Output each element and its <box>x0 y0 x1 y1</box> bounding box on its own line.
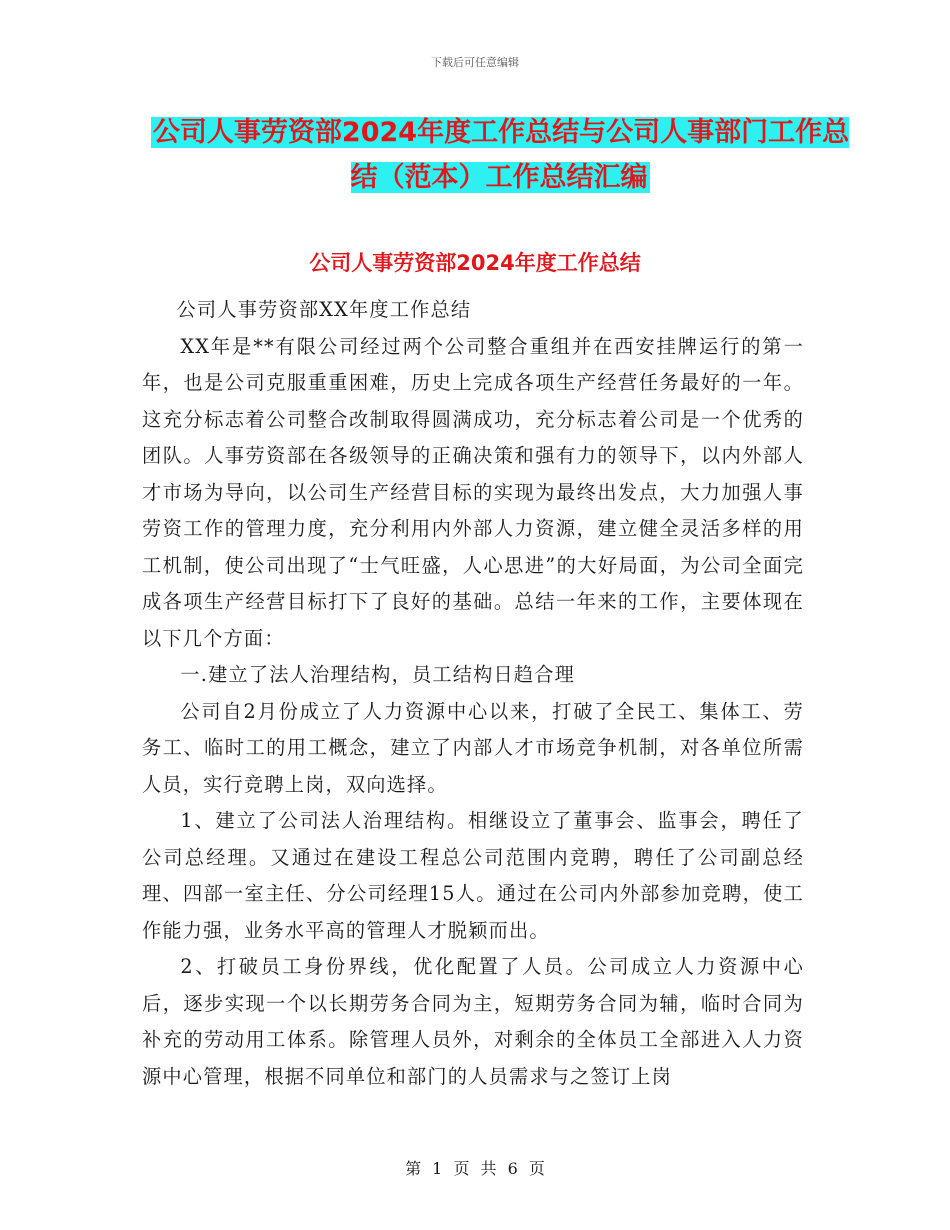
document-title-text: 公司人事劳资部2024年度工作总结与公司人事部门工作总结（范本）工作总结汇编 <box>152 117 850 193</box>
body-paragraph-heading: 一.建立了法人治理结构，员工结构日趋合理 <box>180 663 576 686</box>
body-paragraph-subtitle: 公司人事劳资部XX年度工作总结 <box>176 298 472 321</box>
section-title: 公司人事劳资部2024年度工作总结 <box>309 251 641 275</box>
page-number-footer: 第 1 页 共 6 页 <box>405 1159 545 1178</box>
body-paragraph: 2、打破员工身份界线，优化配置了人员。公司成立人力资源中心后，逐步实现一个以长期劳务合同为主，短期劳务合同为辅，临时合同为补充的劳动用工体系。除管理人员外，对剩余的全体员工全部进入人力资源中心管理，根据不同单位和部门的人员需求与之签订上岗 <box>142 955 804 1088</box>
body-paragraph: 1、建立了公司法人治理结构。相继设立了董事会、监事会，聘任了公司总经理。又通过在建设工程总公司范围内竞聘，聘任了公司副总经理、四部一室主任、分公司经理15人。通过在公司内外部参加竞聘，使工作能力强，业务水平高的管理人才脱颖而出。 <box>142 809 804 942</box>
document-body <box>142 292 804 1095</box>
body-paragraph: 公司自2月份成立了人力资源中心以来，打破了全民工、集体工、劳务工、临时工的用工概念，建立了内部人才市场竞争机制，对各单位所需人员，实行竞聘上岗，双向选择。 <box>142 699 804 796</box>
page-header-note: 下载后可任意编辑 <box>431 56 519 69</box>
document-title <box>140 110 860 200</box>
body-paragraph: XX年是**有限公司经过两个公司整合重组并在西安挂牌运行的第一年，也是公司克服重重困难，历史上完成各项生产经营任务最好的一年。这充分标志着公司整合改制取得圆满成功，充分标志着公司是一个优秀的团队。人事劳资部在各级领导的正确决策和强有力的领导下，以内外部人才市场为导向，以公司生产经营目标的实现为最终出发点，大力加强人事劳资工作的管理力度，充分利用内外部人力资源，建立健全灵活多样的用工机制，使公司出现了“士气旺盛，人心思进”的大好局面，为公司全面完成各项生产经营目标打下了良好的基础。总结一年来的工作，主要体现在以下几个方面： <box>142 334 804 650</box>
